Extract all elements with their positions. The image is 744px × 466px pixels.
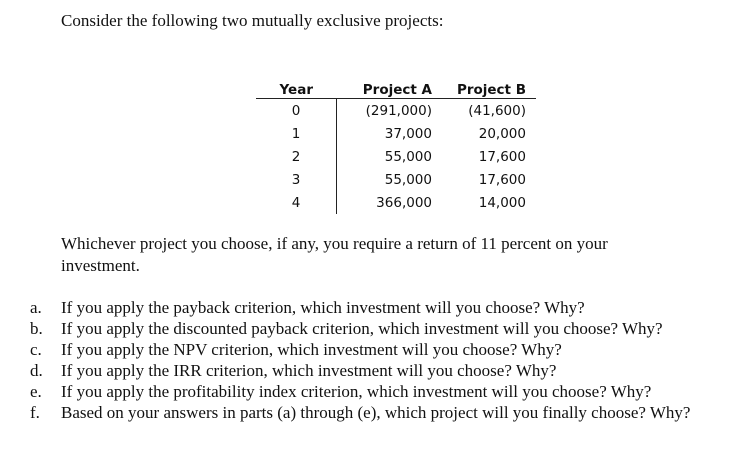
- question-item: [30, 339, 730, 360]
- question-letter: d.: [30, 361, 43, 380]
- question-item: [30, 360, 730, 381]
- header-year: Year: [256, 75, 337, 99]
- required-return-text: Whichever project you choose, if any, you require a return of 11 percent on your investment.: [61, 234, 608, 275]
- question-letter: c.: [30, 340, 42, 359]
- question-text: If you apply the discounted payback criterion, which investment will you choose? Why?: [61, 319, 663, 338]
- question-text: If you apply the profitability index criterion, which investment will you choose? Why?: [61, 382, 652, 401]
- table-header-row: [256, 75, 536, 99]
- question-text: Based on your answers in parts (a) through (e), which project will you finally choose? Why?: [61, 403, 691, 422]
- table-row: [256, 168, 536, 191]
- cell-project-a: 366,000: [376, 194, 432, 211]
- cell-year: 2: [256, 145, 337, 168]
- cell-year: 4: [256, 191, 337, 214]
- cell-year: 0: [256, 99, 337, 123]
- question-list: [30, 297, 730, 423]
- question-letter: a.: [30, 298, 42, 317]
- question-item: [30, 402, 730, 423]
- question-letter: b.: [30, 319, 43, 338]
- cash-flow-table: [256, 75, 536, 214]
- question-text: If you apply the NPV criterion, which investment will you choose? Why?: [61, 340, 562, 359]
- table-row: [256, 122, 536, 145]
- intro-text: Consider the following two mutually exclusive projects:: [61, 11, 444, 30]
- cell-project-b: 20,000: [478, 125, 526, 142]
- question-text: If you apply the payback criterion, which investment will you choose? Why?: [61, 298, 585, 317]
- question-letter: f.: [30, 403, 40, 422]
- cell-project-b: 14,000: [478, 194, 526, 211]
- cell-project-b: 17,600: [478, 171, 526, 188]
- cell-project-b: 17,600: [478, 148, 526, 165]
- cell-project-a: 37,000: [384, 125, 432, 142]
- question-item: [30, 297, 730, 318]
- question-item: [30, 318, 730, 339]
- header-project-b: Project B: [438, 75, 536, 99]
- cell-year: 3: [256, 168, 337, 191]
- table-row: [256, 145, 536, 168]
- cell-project-a: 55,000: [384, 148, 432, 165]
- question-text: If you apply the IRR criterion, which investment will you choose? Why?: [61, 361, 557, 380]
- question-letter: e.: [30, 382, 42, 401]
- cell-project-b: (41,600): [468, 102, 526, 119]
- header-project-a: Project A: [337, 75, 439, 99]
- table-row: [256, 191, 536, 214]
- cell-project-a: 55,000: [384, 171, 432, 188]
- cell-project-a: (291,000): [365, 102, 432, 119]
- table-row: [256, 99, 536, 123]
- question-item: [30, 381, 730, 402]
- cell-year: 1: [256, 122, 337, 145]
